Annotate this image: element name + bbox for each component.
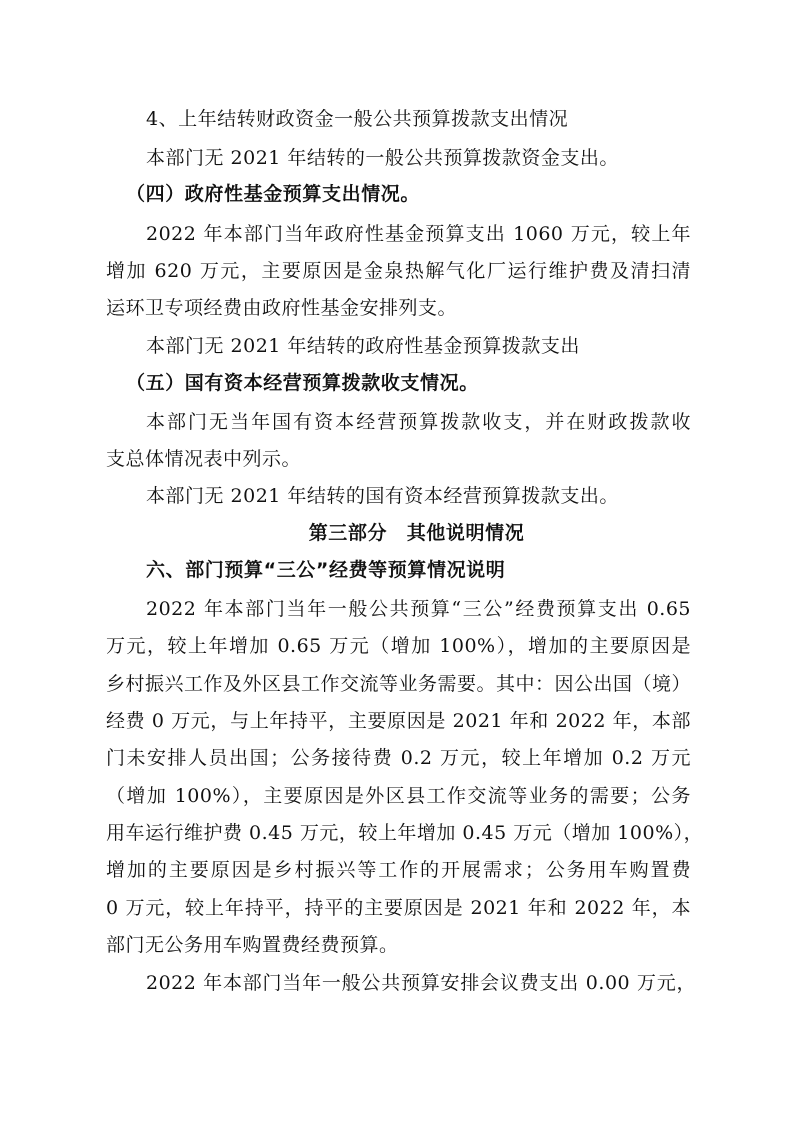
paragraph-line: 0 万元，较上年持平，持平的主要原因是 2021 年和 2022 年，本 [106, 897, 691, 919]
paragraph-line: 本部门无 2021 年结转的一般公共预算拨款资金支出。 [146, 147, 619, 169]
paragraph-line: 运环卫专项经费由政府性基金安排列支。 [106, 297, 458, 319]
paragraph-line: 用车运行维护费 0.45 万元，较上年增加 0.45 万元（增加 100%）， [106, 822, 704, 844]
list-item-heading: 4、上年结转财政资金一般公共预算拨款支出情况 [146, 108, 569, 130]
paragraph-line: 2022 年本部门当年一般公共预算安排会议费支出 0.00 万元， [146, 972, 696, 994]
paragraph-line: 2022 年本部门当年政府性基金预算支出 1060 万元，较上年 [146, 223, 691, 245]
paragraph-line: 2022 年本部门当年一般公共预算“三公”经费预算支出 0.65 [146, 598, 691, 620]
paragraph-line: 本部门无 2021 年结转的国有资本经营预算拨款支出。 [146, 485, 619, 507]
paragraph-line: 增加 620 万元，主要原因是金泉热解气化厂运行维护费及清扫清 [106, 260, 691, 282]
paragraph-line: 增加的主要原因是乡村振兴等工作的开展需求；公务用车购置费 [106, 859, 691, 881]
paragraph-line: 本部门无当年国有资本经营预算拨款收支，并在财政拨款收 [146, 411, 691, 433]
part-title: 第三部分 其他说明情况 [308, 522, 525, 544]
paragraph-line: 万元，较上年增加 0.65 万元（增加 100%），增加的主要原因是 [106, 635, 691, 657]
paragraph-line: 本部门无 2021 年结转的政府性基金预算拨款支出 [146, 335, 580, 357]
section-heading: （四）政府性基金预算支出情况。 [126, 183, 421, 205]
section-heading: 六、部门预算“三公”经费等预算情况说明 [146, 559, 506, 581]
paragraph-line: 部门无公务用车购置费经费预算。 [106, 934, 399, 956]
paragraph-line: 门未安排人员出国；公务接待费 0.2 万元，较上年增加 0.2 万元 [106, 747, 691, 769]
paragraph-line: 支总体情况表中列示。 [106, 448, 302, 470]
paragraph-line: 经费 0 万元，与上年持平，主要原因是 2021 年和 2022 年，本部 [106, 710, 691, 732]
paragraph-line: 乡村振兴工作及外区县工作交流等业务需要。其中：因公出国（境） [106, 673, 692, 695]
paragraph-line: （增加 100%），主要原因是外区县工作交流等业务的需要；公务 [106, 785, 691, 807]
section-heading: （五）国有资本经营预算拨款收支情况。 [126, 372, 479, 394]
